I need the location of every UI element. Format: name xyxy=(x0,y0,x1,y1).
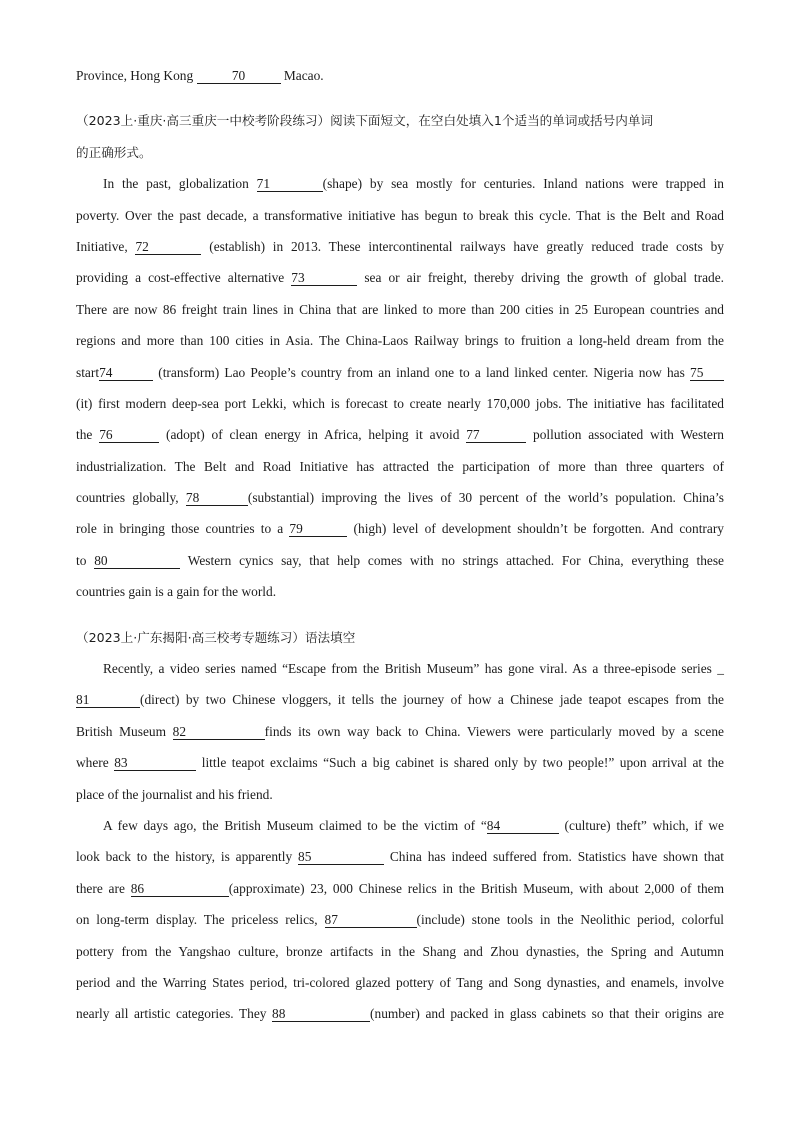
text-span: countries globally, xyxy=(76,490,186,506)
text-span: A few days ago, the British Museum claimed to be the victim of “ xyxy=(103,817,487,833)
text-span: to xyxy=(76,552,95,568)
text-span: there are xyxy=(76,880,131,896)
text-span: on long-term display. The priceless relics, xyxy=(76,912,325,928)
text-span: Recently, a video series named “Escape from the British Museum” has gone viral. As a three-episode series xyxy=(103,661,718,677)
text-span: role in bringing those countries to a xyxy=(76,521,290,537)
text-line xyxy=(76,684,724,715)
text-line: There are now 86 freight train lines in China that are linked to more than 200 cities in 25 European countries and xyxy=(76,301,724,317)
text-span: British Museum xyxy=(76,723,173,739)
text-span: look back to the history, is apparently xyxy=(76,849,299,865)
text-span: finds its own way back to China. Viewers were particularly moved by a scene xyxy=(264,723,724,739)
answer-blank-72[interactable]: 72 xyxy=(135,239,201,255)
text-span: In the past, globalization xyxy=(103,176,257,192)
answer-blank-77[interactable]: 77 xyxy=(466,427,526,443)
text-span: providing a cost-effective alternative xyxy=(76,270,292,286)
text-line xyxy=(76,873,724,904)
text-span: (number) and packed in glass cabinets so that their origins are xyxy=(370,1006,724,1022)
text-line xyxy=(76,419,724,450)
text-line xyxy=(76,716,724,747)
answer-blank-88[interactable]: 88 xyxy=(272,1006,370,1022)
text-span: (culture) theft” which, if we xyxy=(558,817,724,833)
text-line xyxy=(76,482,724,513)
text-span: Western cynics say, that help comes with no strings attached. For China, everything these xyxy=(180,552,725,568)
text-span: (substantial) improving the lives of 30 percent of the world’s population. China’s xyxy=(247,490,724,506)
text-span: pollution associated with Western xyxy=(526,427,724,443)
text-line: industrialization. The Belt and Road Initiative has attracted the participation of more than three quarters of xyxy=(76,458,724,474)
text-line xyxy=(76,513,724,544)
answer-blank-73[interactable]: 73 xyxy=(291,270,357,286)
text-line xyxy=(76,168,724,199)
passage-source-heading-cont: 的正确形式。 xyxy=(76,144,152,160)
text-span: the xyxy=(76,427,100,443)
answer-blank-83[interactable]: 83 xyxy=(114,755,196,771)
text-span: (include) stone tools in the Neolithic period, colorful xyxy=(416,912,724,928)
text-span: China has indeed suffered from. Statistics have shown that xyxy=(384,849,724,865)
text-line xyxy=(76,357,724,388)
text-line xyxy=(76,60,724,91)
text-span: little teapot exclaims “Such a big cabinet is shared only by two people!” upon arrival at the xyxy=(196,755,724,771)
text-line xyxy=(76,747,724,778)
answer-blank-84[interactable]: 84 xyxy=(487,818,559,834)
text-line xyxy=(76,545,724,576)
answer-blank-80[interactable]: 80 xyxy=(94,553,180,569)
answer-blank-71[interactable]: 71 xyxy=(257,176,323,192)
text-line: period and the Warring States period, tri-colored glazed pottery of Tang and Song dynasties, and enamels, involve xyxy=(76,974,724,990)
text-line xyxy=(76,841,724,872)
text-span: (direct) by two Chinese vloggers, it tells the journey of how a Chinese jade teapot escapes from the xyxy=(140,692,724,708)
text-line xyxy=(76,231,724,262)
text-span: Macao. xyxy=(280,68,324,83)
text-span: sea or air freight, thereby driving the growth of global trade. xyxy=(357,270,724,286)
text-line: (it) first modern deep-sea port Lekki, which is forecast to create nearly 170,000 jobs. The initiative has facilitated xyxy=(76,395,724,411)
text-line: poverty. Over the past decade, a transformative initiative has begun to break this cycle. That is the Belt and Road xyxy=(76,207,724,223)
text-span: where xyxy=(76,755,115,771)
text-span: start xyxy=(76,364,100,380)
answer-blank-74[interactable]: 74 xyxy=(99,365,153,381)
text-span: nearly all artistic categories. They xyxy=(76,1006,273,1022)
text-span: Province, Hong Kong xyxy=(76,68,197,83)
answer-blank-70[interactable]: 70 xyxy=(197,68,281,84)
answer-blank-75[interactable]: 75 xyxy=(690,365,724,381)
answer-blank-86[interactable]: 86 xyxy=(131,881,229,897)
text-span: (adopt) of clean energy in Africa, helping it avoid xyxy=(159,427,467,443)
text-line: countries gain is a gain for the world. xyxy=(76,584,277,600)
text-line xyxy=(76,810,724,841)
answer-blank-87[interactable]: 87 xyxy=(325,912,417,928)
answer-blank-85[interactable]: 85 xyxy=(298,849,384,865)
text-line: place of the journalist and his friend. xyxy=(76,786,273,802)
answer-blank-78[interactable]: 78 xyxy=(186,490,248,506)
text-span: Initiative, xyxy=(76,238,136,254)
answer-blank-82[interactable]: 82 xyxy=(173,724,265,740)
passage-source-heading: （2023上·重庆·高三重庆一中校考阶段练习）阅读下面短文，在空白处填入1个适当的单词或括号内单词 xyxy=(76,113,654,129)
answer-blank-79[interactable]: 79 xyxy=(289,521,347,537)
text-span: (transform) Lao People’s country from an inland one to a land linked center. Nigeria now has xyxy=(153,364,690,380)
text-line: pottery from the Yangshao culture, bronze artifacts in the Shang and Zhou dynasties, the Spring and Autumn xyxy=(76,943,724,959)
text-line xyxy=(76,904,724,935)
answer-blank-81[interactable]: 81 xyxy=(76,692,140,708)
text-span: (approximate) 23, 000 Chinese relics in the British Museum, with about 2,000 of them xyxy=(228,880,724,896)
text-line xyxy=(76,998,724,1029)
text-line: regions and more than 100 cities in Asia. The China-Laos Railway brings to fruition a long-held dream from the xyxy=(76,333,724,349)
text-span: (shape) by sea mostly for centuries. Inland nations were trapped in xyxy=(322,176,724,192)
text-line xyxy=(76,653,724,684)
text-line xyxy=(76,262,724,293)
passage-source-heading: （2023上·广东揭阳·高三校考专题练习）语法填空 xyxy=(76,629,356,645)
text-span: _ xyxy=(717,661,724,677)
text-span: (high) level of development shouldn’t be forgotten. And contrary xyxy=(347,521,724,537)
text-span: (establish) in 2013. These intercontinental railways have greatly reduced trade costs by xyxy=(201,238,724,254)
answer-blank-76[interactable]: 76 xyxy=(99,427,159,443)
